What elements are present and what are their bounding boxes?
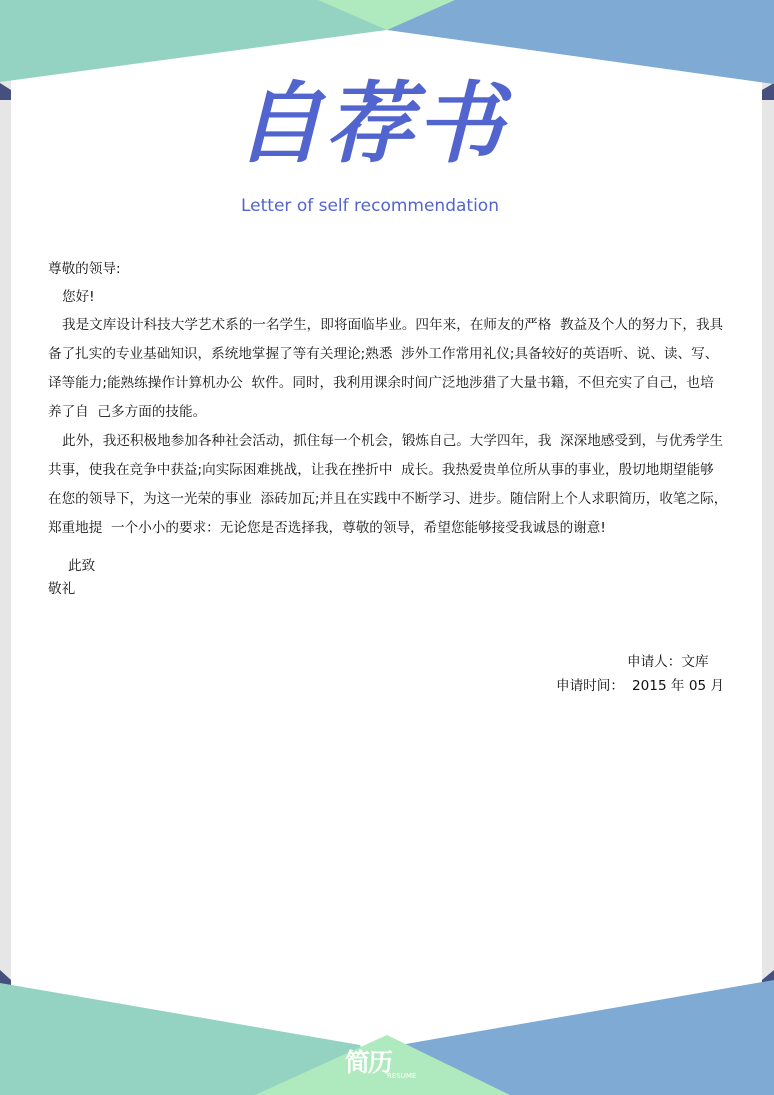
- body-line: 备了扎实的专业基础知识，系统地掌握了等有关理论;熟悉 涉外工作常用礼仪;具备较好的英语听、说、读、写、: [48, 346, 719, 362]
- logo-text: 简历: [345, 1048, 392, 1077]
- date-label: 申请时间：: [556, 678, 624, 694]
- body-line: 译等能力;能熟练操作计算机办公 软件。同时，我利用课余时间广泛地涉猎了大量书籍，不但充实了自己，也培: [48, 375, 714, 391]
- body-line: 我是文库设计科技大学艺术系的一名学生，即将面临毕业。四年来，在师友的严格 教益及个人的努力下，我具: [62, 317, 724, 333]
- closing-1: 此致: [68, 558, 96, 574]
- body-line: 共事，使我在竞争中获益;向实际困难挑战，让我在挫折中 成长。我热爱贵单位所从事的事业，殷切地期望能够: [48, 462, 714, 478]
- greeting: 您好!: [62, 289, 95, 305]
- logo-sub: RESUME: [387, 1072, 417, 1080]
- title-calligraphy: 自荐书: [234, 71, 505, 175]
- body-line: 郑重地提 一个小小的要求：无论您是否选择我，尊敬的领导，希望您能够接受我诚恳的谢意!: [48, 520, 606, 536]
- date-value: 2015 年 05 月: [632, 678, 725, 694]
- body-line: 在您的领导下，为这一光荣的事业 添砖加瓦;并且在实践中不断学习、进步。随信附上个人求职简历，收笔之际，: [48, 491, 728, 507]
- resume-logo: [345, 1043, 417, 1080]
- applicant: 申请人：文库: [627, 654, 709, 670]
- salutation: 尊敬的领导:: [48, 261, 121, 277]
- closing-2: 敬礼: [48, 581, 76, 597]
- body-line: 养了自 己多方面的技能。: [48, 404, 207, 420]
- body-line: 此外，我还积极地参加各种社会活动，抓住每一个机会，锻炼自己。大学四年，我 深深地感受到，与优秀学生: [62, 433, 724, 449]
- subtitle: Letter of self recommendation: [241, 196, 499, 216]
